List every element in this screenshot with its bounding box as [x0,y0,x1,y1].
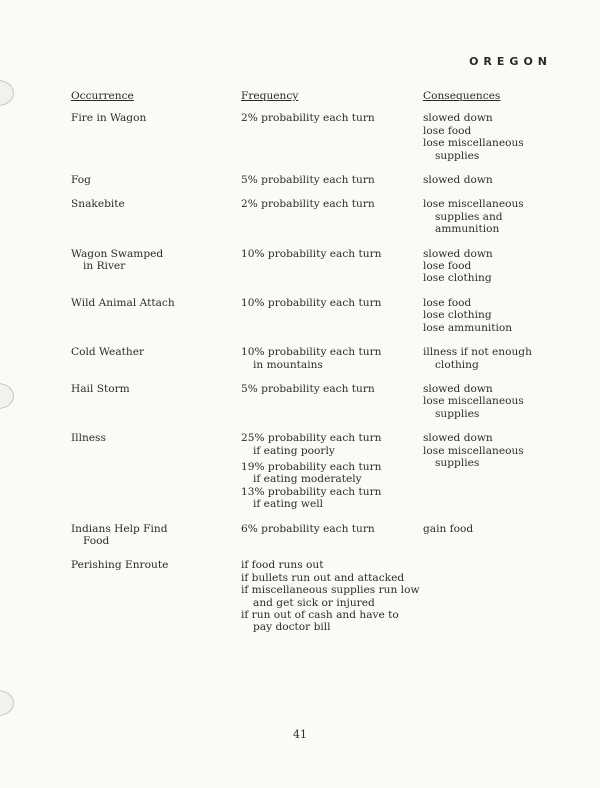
consequences-cell [423,383,563,432]
cell-line: 6% probability each turn [241,522,375,535]
cell-line: 10% probability each turn [241,346,382,359]
cell-line: if eating well [253,498,323,511]
cell-line: 25% probability each turn [241,432,382,445]
consequences-cell [423,559,563,633]
frequency-cell [241,297,423,346]
cell-line: Hail Storm [71,382,130,395]
table-row [71,248,563,297]
frequency-cell [241,346,423,383]
frequency-cell [241,198,423,247]
cell-line: lose clothing [423,272,492,285]
table-row [71,383,563,432]
binder-hole-top [0,80,14,106]
cell-line: Snakebite [71,198,125,211]
cell-line: if miscellaneous supplies run low [241,584,420,597]
cell-line: illness if not enough [423,346,532,359]
frequency-cell [241,174,423,198]
cell-line: if eating moderately [253,473,362,486]
cell-line: Wagon Swamped [71,247,164,260]
table-header-row [71,90,563,112]
cell-line: if food runs out [241,559,324,572]
occurrence-cell [71,346,241,383]
cell-line: lose miscellaneous [423,137,524,150]
cell-line: 5% probability each turn [241,174,375,187]
consequences-cell [423,112,563,174]
cell-line: if eating poorly [253,444,335,457]
cell-line: lose miscellaneous [423,395,524,408]
cell-line: lose miscellaneous [423,444,524,457]
occurrence-cell [71,112,241,174]
column-header-consequences: Consequences [423,90,501,102]
cell-line: 19% probability each turn [241,460,382,473]
page-number: 41 [293,728,307,741]
cell-line: supplies [435,149,480,162]
column-header-occurrence: Occurrence [71,90,134,102]
cell-line: Cold Weather [71,346,145,359]
occurrence-cell [71,432,241,522]
table-row [71,523,563,560]
cell-line: 5% probability each turn [241,382,375,395]
cell-line: supplies and [435,210,503,223]
cell-line: lose food [423,296,472,309]
occurrence-cell [71,198,241,247]
table-row [71,297,563,346]
cell-line: slowed down [423,174,493,187]
cell-line: lose food [423,260,472,273]
frequency-cell [241,248,423,297]
binder-hole-middle [0,383,14,409]
column-header-frequency: Frequency [241,90,299,102]
frequency-cell [241,523,423,560]
cell-line: lose food [423,124,472,137]
table-row [71,198,563,247]
consequences-cell [423,297,563,346]
cell-line: lose ammunition [423,321,513,334]
cell-line: 10% probability each turn [241,247,382,260]
cell-line: and get sick or injured [253,596,375,609]
cell-line: 13% probability each turn [241,485,382,498]
cell-line: lose miscellaneous [423,198,524,211]
table-row [71,559,563,633]
cell-line: Illness [71,432,106,445]
table-row [71,112,563,174]
cell-line: in mountains [253,358,323,371]
table-row [71,432,563,522]
cell-line: slowed down [423,112,493,125]
cell-line: clothing [435,358,479,371]
cell-line: Indians Help Find [71,522,168,535]
cell-line: Fire in Wagon [71,112,147,125]
occurrence-table [71,90,563,634]
cell-line: 10% probability each turn [241,296,382,309]
cell-line: Fog [71,174,91,187]
cell-line: supplies [435,456,480,469]
consequences-cell [423,432,563,522]
frequency-cell [241,432,423,522]
occurrence-cell [71,297,241,346]
cell-line: lose clothing [423,309,492,322]
frequency-cell [241,383,423,432]
cell-line: ammunition [435,223,500,236]
cell-line: if bullets run out and attacked [241,571,405,584]
cell-line: gain food [423,522,474,535]
cell-line: slowed down [423,247,493,260]
table-row [71,174,563,198]
cell-line: pay doctor bill [253,621,331,634]
cell-line: 2% probability each turn [241,112,375,125]
page-header-title: OREGON [469,55,552,68]
consequences-cell [423,198,563,247]
consequences-cell [423,248,563,297]
table-row [71,346,563,383]
cell-line: slowed down [423,432,493,445]
occurrence-cell [71,248,241,297]
frequency-cell [241,112,423,174]
occurrence-cell [71,559,241,633]
occurrence-cell [71,523,241,560]
table-body [71,112,563,633]
cell-line: in River [83,260,126,273]
cell-line: supplies [435,407,480,420]
cell-line: slowed down [423,382,493,395]
cell-line: 2% probability each turn [241,198,375,211]
cell-line: Food [83,534,110,547]
cell-line: Perishing Enroute [71,559,169,572]
consequences-cell [423,346,563,383]
binder-hole-bottom [0,690,14,716]
consequences-cell [423,523,563,560]
consequences-cell [423,174,563,198]
occurrence-cell [71,383,241,432]
cell-line: Wild Animal Attach [71,296,175,309]
cell-line: if run out of cash and have to [241,609,399,621]
frequency-cell [241,559,423,633]
occurrence-cell [71,174,241,198]
